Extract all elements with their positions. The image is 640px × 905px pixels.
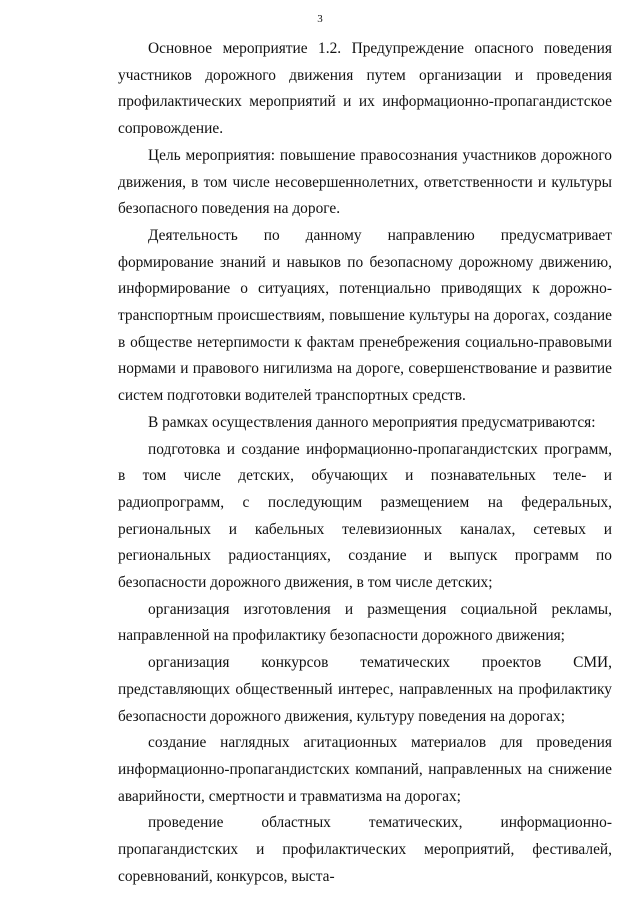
list-item-social-ads: организация изготовления и размещения социальной рекламы, направленной на профилактику безопасности дорожного движения; — [118, 600, 612, 645]
list-item-media-contests: организация конкурсов тематических проектов СМИ, представляющих общественный интерес, направленных на профилактику безопасности дорожного движения, культуру поведения на дорогах; — [118, 654, 612, 725]
paragraph-goal: Цель мероприятия: повышение правосознания участников дорожного движения, в том числе несовершеннолетних, ответственности и культуры безопасного поведения на дороге. — [118, 146, 612, 218]
page-number: 3 — [317, 13, 323, 25]
paragraph-main-activity: Основное мероприятие 1.2. Предупреждение опасного поведения участников дорожного движения путем организации и проведения профилактических мероприятий и их информационно-пропагандистское сопровождение. — [118, 40, 612, 138]
paragraph-list-intro: В рамках осуществления данного мероприятия предусматриваются: — [148, 413, 596, 431]
paragraph-activity-scope: Деятельность по данному направлению предусматривает формирование знаний и навыков по безопасному дорожному движению, информирование о ситуациях, потенциально приводящих к дорожно-транспортным происшествиям, повышение культуры на дорогах, создание в обществе нетерпимости к фактам пренебрежения социально-правовыми нормами и правового нигилизма на дороге, совершенствование и развитие систем подготовки водителей транспортных средств. — [118, 226, 612, 405]
list-item-regional-events: проведение областных тематических, информационно-пропагандистских и профилактических мероприятий, фестивалей, соревнований, конкурсов, выста- — [118, 814, 612, 885]
document-body — [118, 36, 612, 891]
list-item-programs: подготовка и создание информационно-пропагандистских программ, в том числе детских, обучающих и познавательных теле- и радиопрограмм, с последующим размещением на федеральных, региональных и кабельных телевизионных каналах, сетевых и региональных радиостанциях, создание и выпуск программ по безопасности дорожного движения, в том числе детских; — [118, 440, 612, 592]
list-item-visual-materials: создание наглядных агитационных материалов для проведения информационно-пропагандистских компаний, направленных на снижение аварийности, смертности и травматизма на дорогах; — [118, 734, 612, 805]
